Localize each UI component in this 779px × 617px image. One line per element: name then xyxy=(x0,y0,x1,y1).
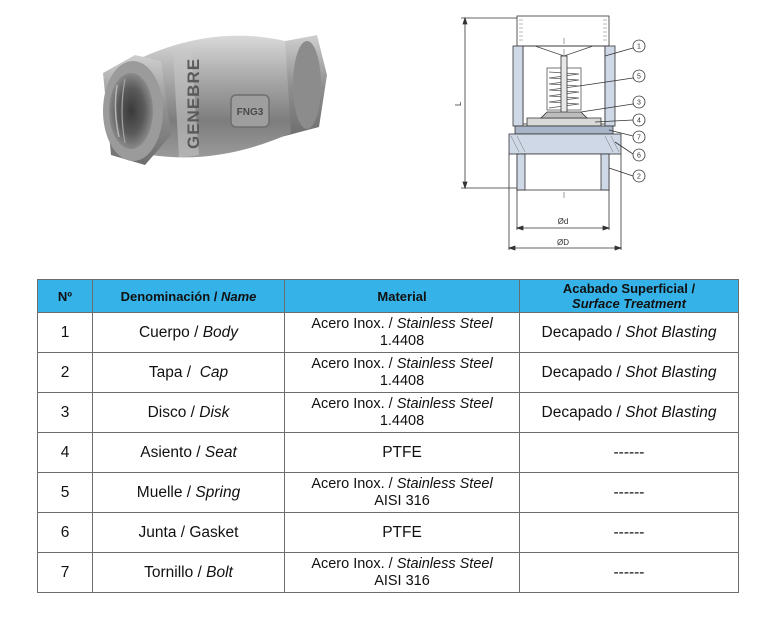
row-material-grade: 1.4408 xyxy=(379,412,425,429)
row-material-grade: AISI 316 xyxy=(374,572,430,589)
row-finish-en: Shot Blasting xyxy=(625,324,717,341)
row-no: 4 xyxy=(38,433,93,473)
row-material: Acero Inox. / Stainless Steel 1.4408 xyxy=(285,353,520,393)
row-material-grade: 1.4408 xyxy=(379,332,425,349)
row-material-grade: 1.4408 xyxy=(379,372,425,389)
row-no: 6 xyxy=(38,513,93,553)
row-material: Acero Inox. / Stainless Steel 1.4408 xyxy=(285,393,520,433)
row-name: Cuerpo / Body xyxy=(93,313,285,353)
header-name-en: Name xyxy=(221,288,257,304)
row-no: 7 xyxy=(38,553,93,593)
row-material-es: Acero Inox. xyxy=(311,395,385,412)
row-material-grade: AISI 316 xyxy=(374,492,430,509)
row-finish-es: Decapado xyxy=(541,324,613,341)
row-name: Junta / Gasket xyxy=(93,513,285,553)
row-name-en: Cap xyxy=(199,364,229,381)
callout-label: 4 xyxy=(637,117,641,125)
row-finish: Decapado / Shot Blasting xyxy=(520,393,739,433)
row-name-en: Spring xyxy=(195,484,241,501)
row-name-es: Asiento xyxy=(140,444,192,461)
header-name-es: Denominación xyxy=(120,288,211,304)
row-name: Tornillo / Bolt xyxy=(93,553,285,593)
row-finish: ------ xyxy=(520,473,739,513)
row-no: 2 xyxy=(38,353,93,393)
row-finish: ------ xyxy=(520,433,739,473)
row-name-en: Seat xyxy=(204,444,237,461)
header-finish-es: Acabado Superficial / xyxy=(562,281,696,296)
table-row xyxy=(38,473,739,513)
row-name: Tapa / Cap xyxy=(93,353,285,393)
callout-label: 6 xyxy=(637,152,641,160)
row-name-en: Body xyxy=(202,324,239,341)
callout-label: 1 xyxy=(637,43,641,51)
outer-diameter-label: ØD xyxy=(557,238,569,247)
row-material-en: Stainless Steel xyxy=(396,355,493,372)
table-row xyxy=(38,513,739,553)
brand-label: GENEBRE xyxy=(184,57,203,149)
row-name: Muelle / Spring xyxy=(93,473,285,513)
row-material: Acero Inox. / Stainless Steel AISI 316 xyxy=(285,473,520,513)
row-name-es: Cuerpo xyxy=(138,324,190,341)
row-material-es: Acero Inox. xyxy=(311,355,385,372)
row-material-es: Acero Inox. xyxy=(311,315,385,332)
header-finish-en: Surface Treatment xyxy=(572,296,686,311)
row-finish: Decapado / Shot Blasting xyxy=(520,353,739,393)
table-row xyxy=(38,353,739,393)
table-row xyxy=(38,393,739,433)
length-label: L xyxy=(454,101,463,106)
row-finish-en: Shot Blasting xyxy=(625,364,717,381)
row-finish: ------ xyxy=(520,513,739,553)
row-material-es: Acero Inox. xyxy=(311,475,385,492)
table-row xyxy=(38,313,739,353)
row-finish: ------ xyxy=(520,553,739,593)
row-name-es: Muelle xyxy=(136,484,183,501)
row-material-en: Stainless Steel xyxy=(396,475,493,492)
row-name: Disco / Disk xyxy=(93,393,285,433)
row-material: PTFE xyxy=(285,513,520,553)
row-no: 1 xyxy=(38,313,93,353)
row-no: 3 xyxy=(38,393,93,433)
callout-label: 2 xyxy=(637,173,641,181)
row-name-en: Disk xyxy=(199,404,230,421)
row-material-es: Acero Inox. xyxy=(311,555,385,572)
header-material: Material xyxy=(285,280,520,313)
inner-diameter-label: Ød xyxy=(557,217,569,226)
row-material: Acero Inox. / Stainless Steel AISI 316 xyxy=(285,553,520,593)
row-name-en: Bolt xyxy=(206,564,233,581)
row-finish-en: Shot Blasting xyxy=(625,404,717,421)
header-finish xyxy=(520,280,739,313)
row-finish: Decapado / Shot Blasting xyxy=(520,313,739,353)
callout-label: 5 xyxy=(637,73,641,81)
callout-label: 7 xyxy=(637,134,641,142)
cross-section-drawing xyxy=(455,8,665,256)
cast-mark: FNG3 xyxy=(236,107,264,118)
row-material-en: Stainless Steel xyxy=(396,395,493,412)
table-header-row xyxy=(38,280,739,313)
callout-label: 3 xyxy=(637,99,641,107)
row-no: 5 xyxy=(38,473,93,513)
row-material: Acero Inox. / Stainless Steel 1.4408 xyxy=(285,313,520,353)
valve-photo xyxy=(95,15,335,180)
row-name-es: Tapa xyxy=(148,364,183,381)
parts-table xyxy=(37,279,739,593)
row-material-en: Stainless Steel xyxy=(396,555,493,572)
header-no: Nº xyxy=(38,280,93,313)
table-row xyxy=(38,433,739,473)
row-material-en: Stainless Steel xyxy=(396,315,493,332)
table-row xyxy=(38,553,739,593)
row-name-es: Disco xyxy=(147,404,187,421)
row-name: Asiento / Seat xyxy=(93,433,285,473)
row-finish-es: Decapado xyxy=(541,364,613,381)
row-finish-es: Decapado xyxy=(541,404,613,421)
row-material: PTFE xyxy=(285,433,520,473)
header-name: Denominación / Name xyxy=(93,280,285,313)
row-name-es: Tornillo xyxy=(144,564,194,581)
